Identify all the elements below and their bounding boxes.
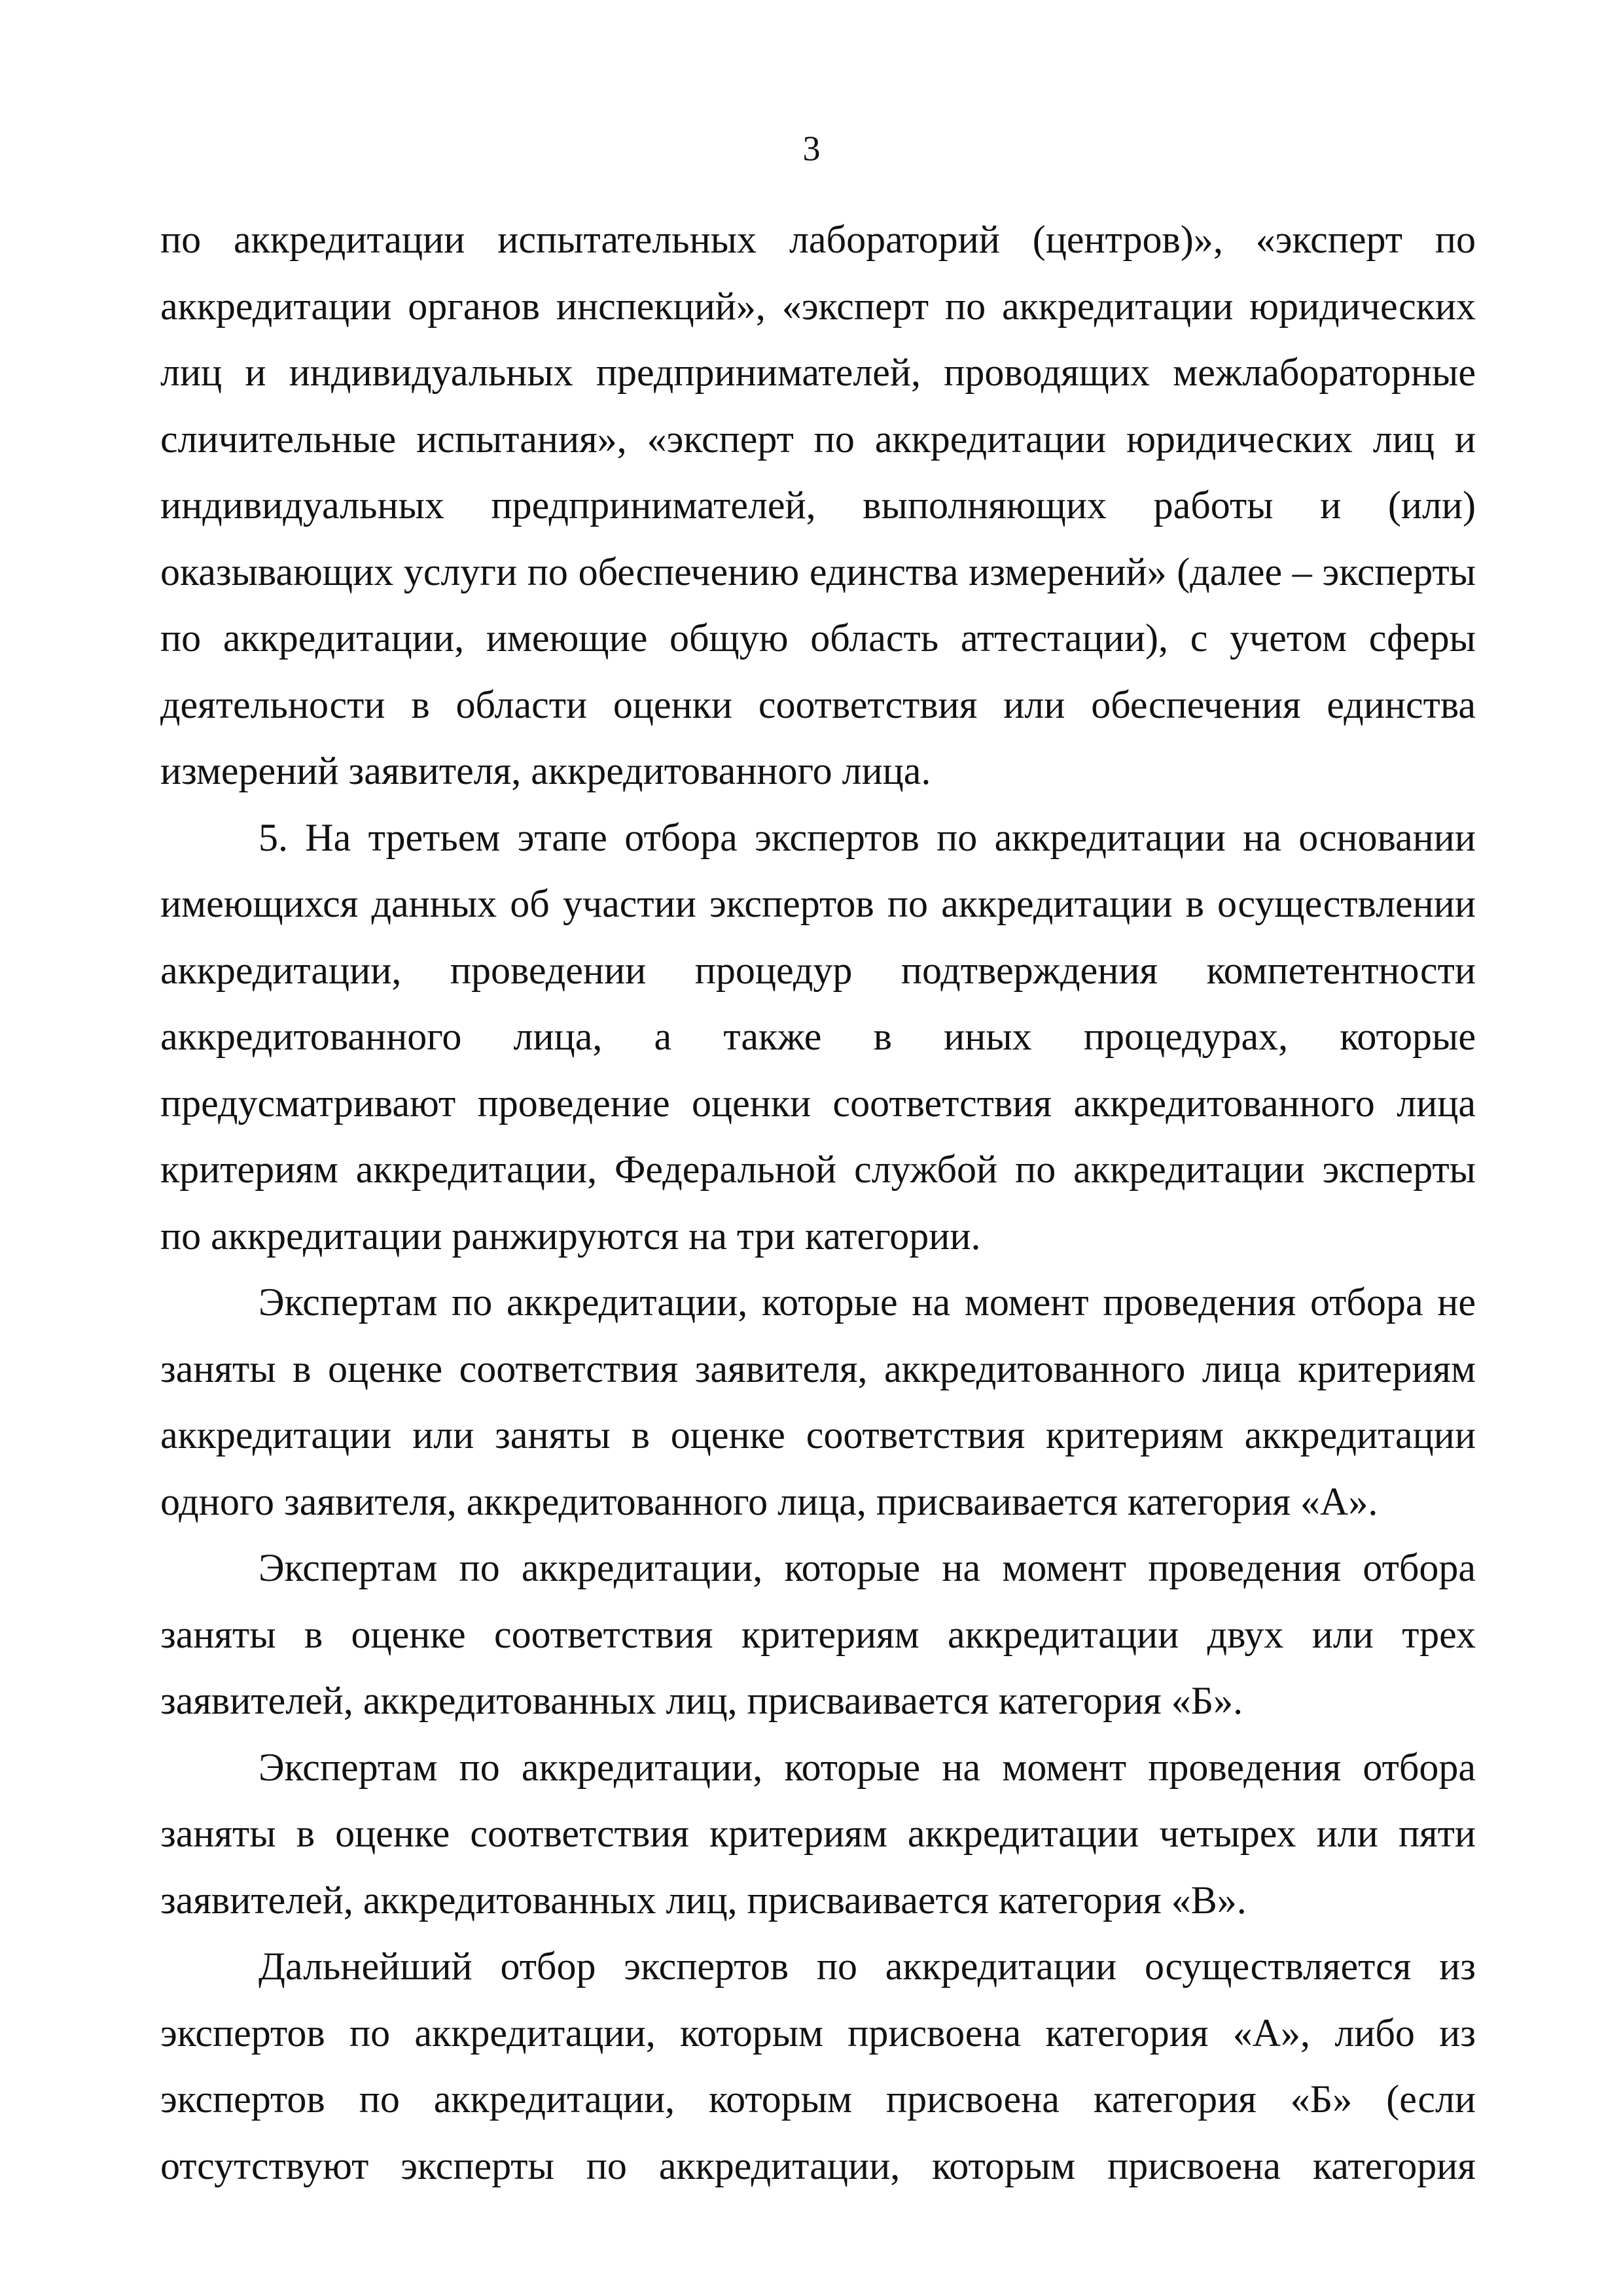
page-number: 3 xyxy=(802,129,821,168)
paragraph-category-b: Экспертам по аккредитации, которые на момент проведения отбора заняты в оценке соответствия критериям аккредитации двух или трех заявителей, аккредитованных лиц, присваивается категория «Б». xyxy=(160,1546,1476,1722)
document-body xyxy=(160,207,1476,2199)
paragraph-item-5: 5. На третьем этапе отбора экспертов по аккредитации на основании имеющихся данных об участии экспертов по аккредитации в осуществлении аккредитации, проведении процедур подтверждения компетентности аккредитованного лица, а также в иных процедурах, которые предусматривают проведение оценки соответствия аккредитованного лица критериям аккредитации, Федеральной службой по аккредитации эксперты по аккредитации ранжируются на три категории. xyxy=(160,815,1476,1258)
paragraph-further-selection: Дальнейший отбор экспертов по аккредитации осуществляется из экспертов по аккредитации, которым присвоена категория «А», либо из экспертов по аккредитации, которым присвоена категория «Б» (если отсутствуют эксперты по аккредитации, которым присвоена категория xyxy=(160,1945,1476,2187)
paragraph-category-a: Экспертам по аккредитации, которые на момент проведения отбора не заняты в оценке соответствия заявителя, аккредитованного лица критериям аккредитации или заняты в оценке соответствия критериям аккредитации одного заявителя, аккредитованного лица, присваивается категория «А». xyxy=(160,1280,1476,1523)
paragraph-category-v: Экспертам по аккредитации, которые на момент проведения отбора заняты в оценке соответствия критериям аккредитации четырех или пяти заявителей, аккредитованных лиц, присваивается категория «В». xyxy=(160,1745,1476,1922)
paragraph-continuation: по аккредитации испытательных лабораторий (центров)», «эксперт по аккредитации органов инспекций», «эксперт по аккредитации юридических лиц и индивидуальных предпринимателей, проводящих межлабораторные сличительные испытания», «эксперт по аккредитации юридических лиц и индивидуальных предпринимателей, выполняющих работы и (или) оказывающих услуги по обеспечению единства измерений» (далее – эксперты по аккредитации, имеющие общую область аттестации), с учетом сферы деятельности в области оценки соответствия или обеспечения единства измерений заявителя, аккредитованного лица. xyxy=(160,218,1476,792)
